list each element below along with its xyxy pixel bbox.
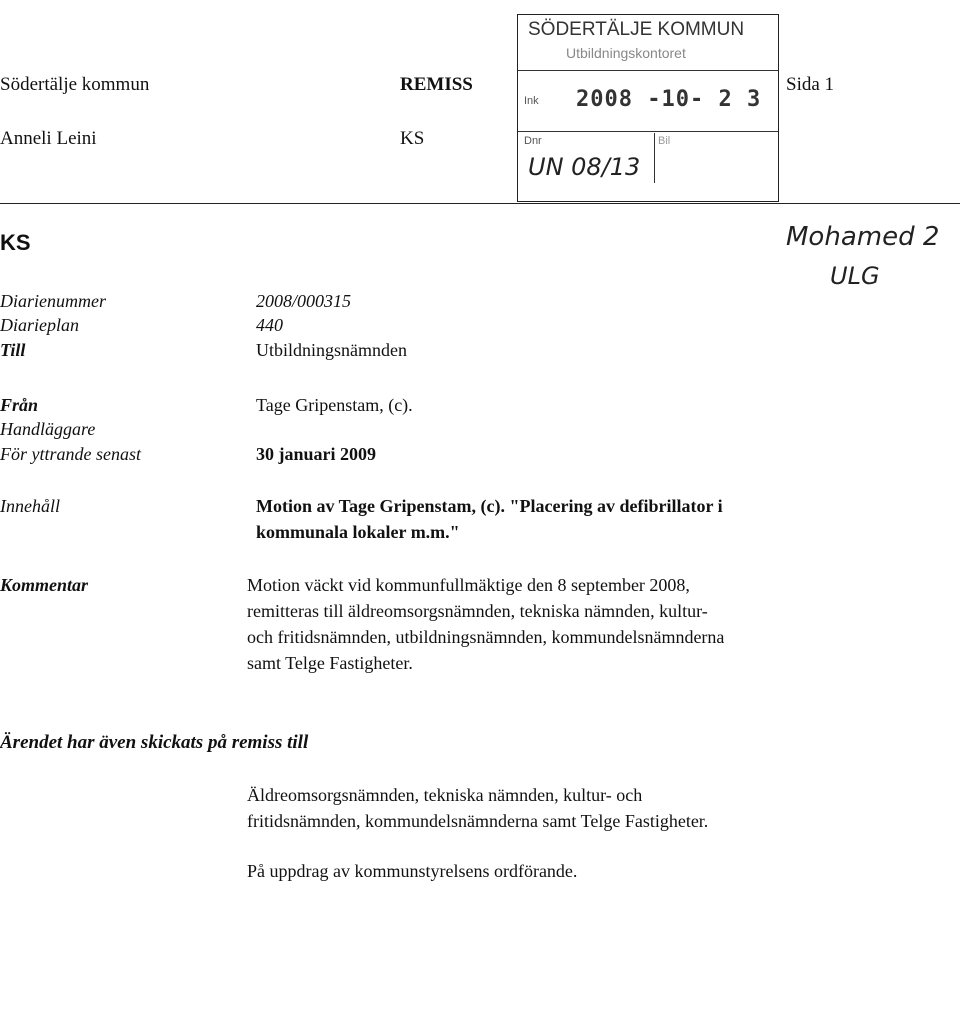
document-title: KS bbox=[0, 230, 31, 255]
stamp-dnr-value: UN 08/13 bbox=[528, 153, 641, 181]
document-type: REMISS bbox=[400, 74, 473, 95]
stamp-dnr-label: Dnr bbox=[524, 135, 542, 147]
value-till: Utbildningsnämnden bbox=[256, 340, 407, 360]
stamp-office: Utbildningskontoret bbox=[566, 45, 686, 61]
org-name: Södertälje kommun bbox=[0, 74, 150, 95]
stamp-date: 2008 -10- 2 3 bbox=[576, 87, 762, 112]
label-diarienummer: Diarienummer bbox=[0, 291, 106, 311]
value-yttrande-senast: 30 januari 2009 bbox=[256, 444, 377, 464]
label-fran: Från bbox=[0, 395, 39, 415]
stamp-divider bbox=[654, 133, 655, 183]
label-diarieplan: Diarieplan bbox=[0, 315, 79, 335]
header-rule bbox=[0, 203, 960, 204]
kommentar-line-4: samt Telge Fastigheter. bbox=[247, 653, 413, 673]
handwritten-note: Mohamed 2 bbox=[786, 222, 940, 252]
label-innehall: Innehåll bbox=[0, 496, 60, 516]
label-handlaggare: Handläggare bbox=[0, 419, 96, 439]
stamp-bil-label: Bil bbox=[658, 135, 671, 147]
handler-name: Anneli Leini bbox=[0, 128, 97, 149]
stamp-title: SÖDERTÄLJE KOMMUN bbox=[528, 19, 745, 40]
page-number: Sida 1 bbox=[786, 74, 835, 95]
innehall-line-2: kommunala lokaler m.m." bbox=[256, 522, 460, 542]
recipient-code: KS bbox=[400, 128, 425, 149]
label-yttrande-senast: För yttrande senast bbox=[0, 444, 141, 464]
kommentar-line-3: och fritidsnämnden, utbildningsnämnden, kommundelsnämnderna bbox=[247, 627, 725, 647]
arendet-closing: På uppdrag av kommunstyrelsens ordförande. bbox=[247, 861, 578, 881]
kommentar-line-2: remitteras till äldreomsorgsnämnden, tekniska nämnden, kultur- bbox=[247, 601, 708, 621]
label-kommentar: Kommentar bbox=[0, 575, 89, 595]
arendet-heading: Ärendet har även skickats på remiss till bbox=[0, 732, 309, 753]
label-till: Till bbox=[0, 340, 26, 360]
handwritten-initials: ULG bbox=[830, 262, 880, 290]
value-diarienummer: 2008/000315 bbox=[256, 291, 352, 311]
innehall-line-1: Motion av Tage Gripenstam, (c). "Placering av defibrillator i bbox=[256, 496, 723, 516]
stamp-ink-label: Ink bbox=[524, 95, 539, 107]
arendet-line-1: Äldreomsorgsnämnden, tekniska nämnden, kultur- och bbox=[247, 785, 643, 805]
value-fran: Tage Gripenstam, (c). bbox=[256, 395, 413, 415]
arendet-line-2: fritidsnämnden, kommundelsnämnderna samt Telge Fastigheter. bbox=[247, 811, 709, 831]
value-diarieplan: 440 bbox=[256, 315, 283, 335]
received-stamp bbox=[517, 14, 779, 202]
kommentar-line-1: Motion väckt vid kommunfullmäktige den 8 september 2008, bbox=[247, 575, 690, 595]
